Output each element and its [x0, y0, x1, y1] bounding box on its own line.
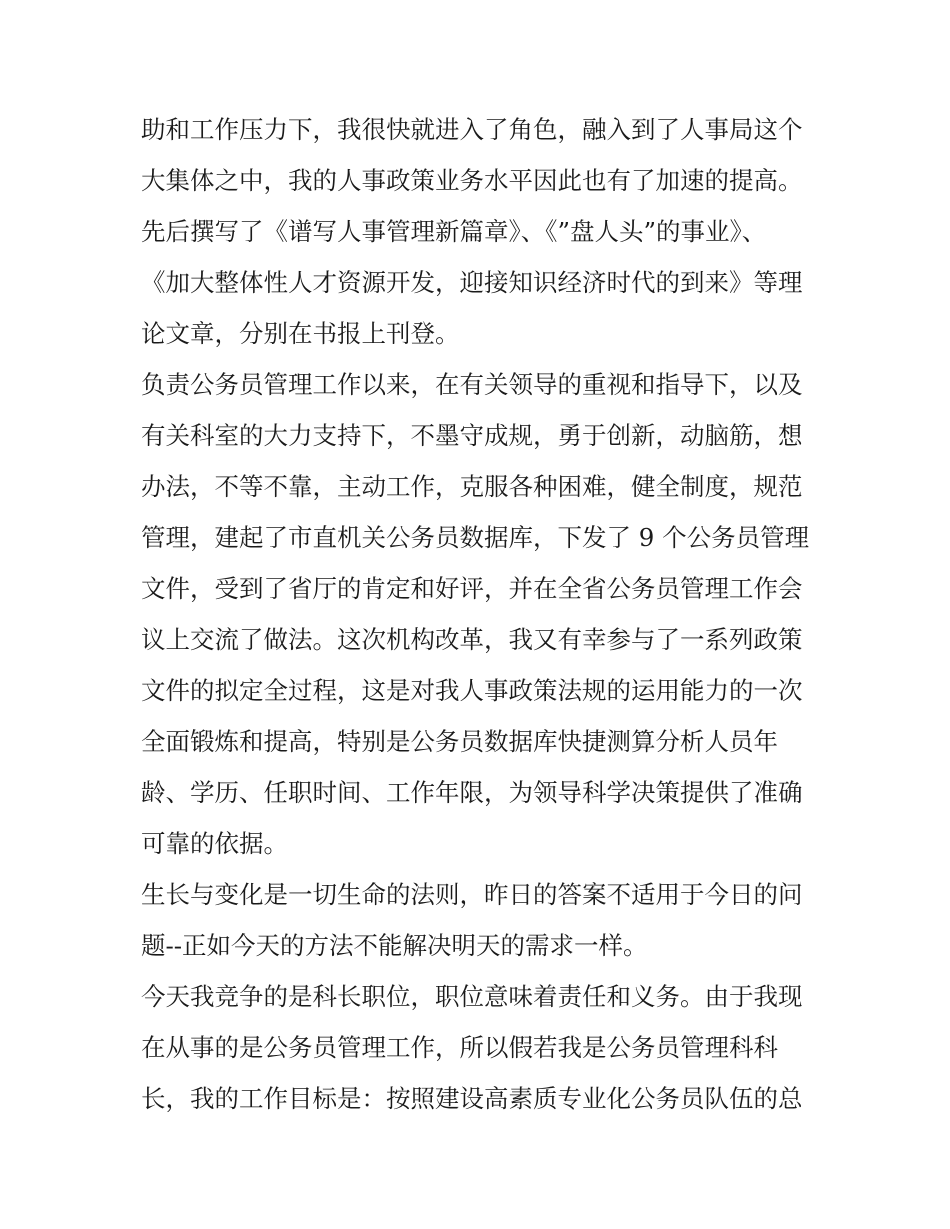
text-line: 议上交流了做法。这次机构改革，我又有幸参与了一系列政策	[141, 625, 803, 654]
text-line: 文件，受到了省厅的肯定和好评，并在全省公务员管理工作会	[141, 574, 803, 603]
paragraph-position-goals	[141, 971, 821, 1124]
text-line: 今天我竞争的是科长职位，职位意味着责任和义务。由于我现	[141, 982, 803, 1011]
text-line: 论文章，分别在书报上刊登。	[141, 319, 460, 348]
text-line: 题--正如今天的方法不能解决明天的需求一样。	[141, 931, 648, 960]
text-line: 生长与变化是一切生命的法则，昨日的答案不适用于今日的问	[141, 880, 803, 909]
text-line: 可靠的依据。	[141, 829, 288, 858]
text-line: 长，我的工作目标是：按照建设高素质专业化公务员队伍的总	[141, 1084, 803, 1113]
paragraph-writing-achievements	[141, 104, 821, 359]
paragraph-civil-servant-management	[141, 359, 821, 869]
document-body	[141, 104, 821, 1124]
text-line: 先后撰写了《谱写人事管理新篇章》、《”盘人头”的事业》、	[141, 217, 767, 246]
text-line: 办法，不等不靠，主动工作，克服各种困难，健全制度，规范	[141, 472, 803, 501]
text-line: 有关科室的大力支持下，不墨守成规，勇于创新，动脑筋，想	[141, 421, 803, 450]
text-line: 负责公务员管理工作以来，在有关领导的重视和指导下，以及	[141, 370, 803, 399]
text-line: 在从事的是公务员管理工作，所以假若我是公务员管理科科	[141, 1033, 778, 1062]
text-line: 全面锻炼和提高，特别是公务员数据库快捷测算分析人员年	[141, 727, 778, 756]
text-line: 文件的拟定全过程，这是对我人事政策法规的运用能力的一次	[141, 676, 803, 705]
text-line: 助和工作压力下，我很快就进入了角色，融入到了人事局这个	[141, 115, 803, 144]
text-line: 《加大整体性人才资源开发，迎接知识经济时代的到来》等理	[141, 268, 803, 297]
text-line: 大集体之中，我的人事政策业务水平因此也有了加速的提高。	[141, 166, 803, 195]
paragraph-growth-and-change	[141, 869, 821, 971]
text-line: 管理，建起了市直机关公务员数据库，下发了 9 个公务员管理	[141, 523, 810, 552]
text-line: 龄、学历、任职时间、工作年限，为领导科学决策提供了准确	[141, 778, 803, 807]
